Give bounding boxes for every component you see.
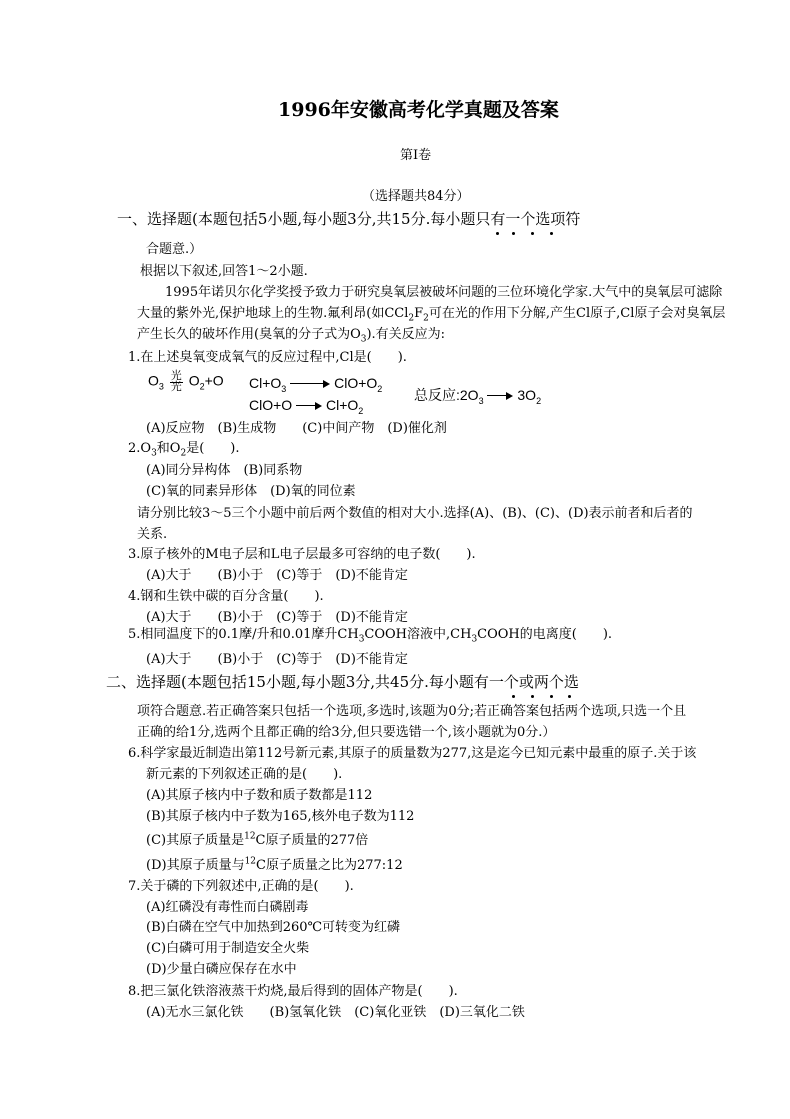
question-4: 4.钢和生铁中碳的百分含量( ). [128, 589, 324, 604]
section2-text: 项符合题意.若正确答案只包括一个选项,多选时,该题为0分;若正确答案包括两个选项,只选一个且 [137, 704, 687, 719]
intro-text: 根据以下叙述,回答1～2小题. [140, 264, 308, 279]
question-8-options: (A)无水三氯化铁 (B)氢氧化铁 (C)氧化亚铁 (D)三氧化二铁 [146, 1005, 525, 1020]
part-label: 第I卷 [400, 148, 432, 163]
equation-1: $O_3 \frac{\text{光}}{\text{光}} O_2+O$ [148, 370, 224, 393]
page-title: 1996年安徽高考化学真题及答案 [278, 99, 559, 121]
question-5: 5.相同温度下的0.1摩/升和0.01摩升$CH_3COOH$溶液中$,CH_3COOH$的电离度( ). [128, 627, 613, 645]
section2-text: 正确的给1分,选两个且都正确的给3分,但只要选错一个,该小题就为0分.） [137, 725, 556, 740]
question-5-options: (A)大于 (B)小于 (C)等于 (D)不能肯定 [146, 652, 408, 667]
emphasis-dot [568, 695, 571, 698]
question-7: 7.关于磷的下列叙述中,正确的是( ). [128, 879, 354, 894]
question-3: 3.原子核外的M电子层和L电子层最多可容纳的电子数( ). [128, 547, 476, 562]
reaction-arrow [487, 391, 513, 401]
emphasis-dot [496, 232, 499, 235]
emphasis-dot [550, 695, 553, 698]
section2-heading: 二、选择题(本题包括15小题,每小题3分,共45分.每小题有一个或两个选 [106, 673, 579, 691]
question-4-options: (A)大于 (B)小于 (C)等于 (D)不能肯定 [146, 610, 408, 625]
question-6-option-c: (C)其原子质量是$^{12}$C原子质量的277倍 [146, 831, 369, 848]
question-8: 8.把三氯化铁溶液蒸干灼烧,最后得到的固体产物是( ). [128, 984, 458, 999]
question-6-option-b: (B)其原子核内中子数为165,核外电子数为112 [146, 809, 415, 824]
question-2-options: (A)同分异构体 (B)同系物 [146, 463, 303, 478]
emphasis-dot [512, 695, 515, 698]
paragraph-line: 1995年诺贝尔化学奖授予致力于研究臭氧层被破坏问题的三位环境化学家.大气中的臭氧层可滤除 [165, 285, 723, 300]
section1-heading-cont: 合题意.） [146, 242, 203, 257]
question-7-option-b: (B)白磷在空气中加热到260℃可转变为红磷 [146, 920, 401, 935]
light-label: 光 [170, 370, 182, 382]
section1-heading: 一、选择题(本题包括5小题,每小题3分,共15分.每小题只有一个选项符 [117, 210, 581, 228]
paragraph-line: 产生长久的破坏作用(臭氧的分子式为$O_3$).有关反应为: [137, 327, 446, 345]
reaction-arrow [296, 401, 322, 411]
question-1-options: (A)反应物 (B)生成物 (C)中间产物 (D)催化剂 [146, 421, 447, 436]
question-7-option-d: (D)少量白磷应保存在水中 [146, 962, 297, 977]
paragraph-line: 大量的紫外光,保护地球上的生物.氟利昂(如$CCl_2F_2$可在光的作用下分解,产生Cl原子,Cl原子会对臭氧层 [137, 306, 726, 324]
reaction-arrow [290, 379, 330, 389]
question-2: $2.O_3$和$O_2$是( ). [128, 441, 240, 459]
total-reaction: 总反应$:2O_3$ $3O_2$ [414, 387, 542, 406]
part-note: （选择题共84分） [362, 189, 470, 204]
question-2-options: (C)氧的同素异形体 (D)氧的同位素 [146, 484, 356, 499]
question-6-option-a: (A)其原子核内中子数和质子数都是112 [146, 788, 373, 803]
emphasis-dot [531, 695, 534, 698]
emphasis-dot [550, 232, 553, 235]
light-label: 光 [170, 381, 182, 393]
equation-3: ClO+O $Cl+O_2$ [249, 397, 364, 416]
instruction-line: 请分别比较3～5三个小题中前后两个数值的相对大小.选择(A)、(B)、(C)、(D)表示前者和后者的 [137, 506, 693, 521]
question-7-option-c: (C)白磷可用于制造安全火柴 [146, 941, 310, 956]
instruction-line: 关系. [137, 527, 168, 542]
question-3-options: (A)大于 (B)小于 (C)等于 (D)不能肯定 [146, 568, 408, 583]
question-1: 1.在上述臭氧变成氧气的反应过程中,Cl是( ). [128, 350, 407, 365]
question-7-option-a: (A)红磷没有毒性而白磷剧毒 [146, 900, 309, 915]
question-6: 6.科学家最近制造出第112号新元素,其原子的质量数为277,这是迄今已知元素中最重的原子.关于该 [128, 746, 697, 761]
emphasis-dot [512, 232, 515, 235]
question-6-cont: 新元素的下列叙述正确的是( ). [146, 767, 343, 782]
question-6-option-d: (D)其原子质量与$^{12}$C原子质量之比为277:12 [146, 856, 403, 873]
equation-2: $Cl+O_3$ $ClO+O_2$ [249, 375, 383, 394]
emphasis-dot [531, 232, 534, 235]
